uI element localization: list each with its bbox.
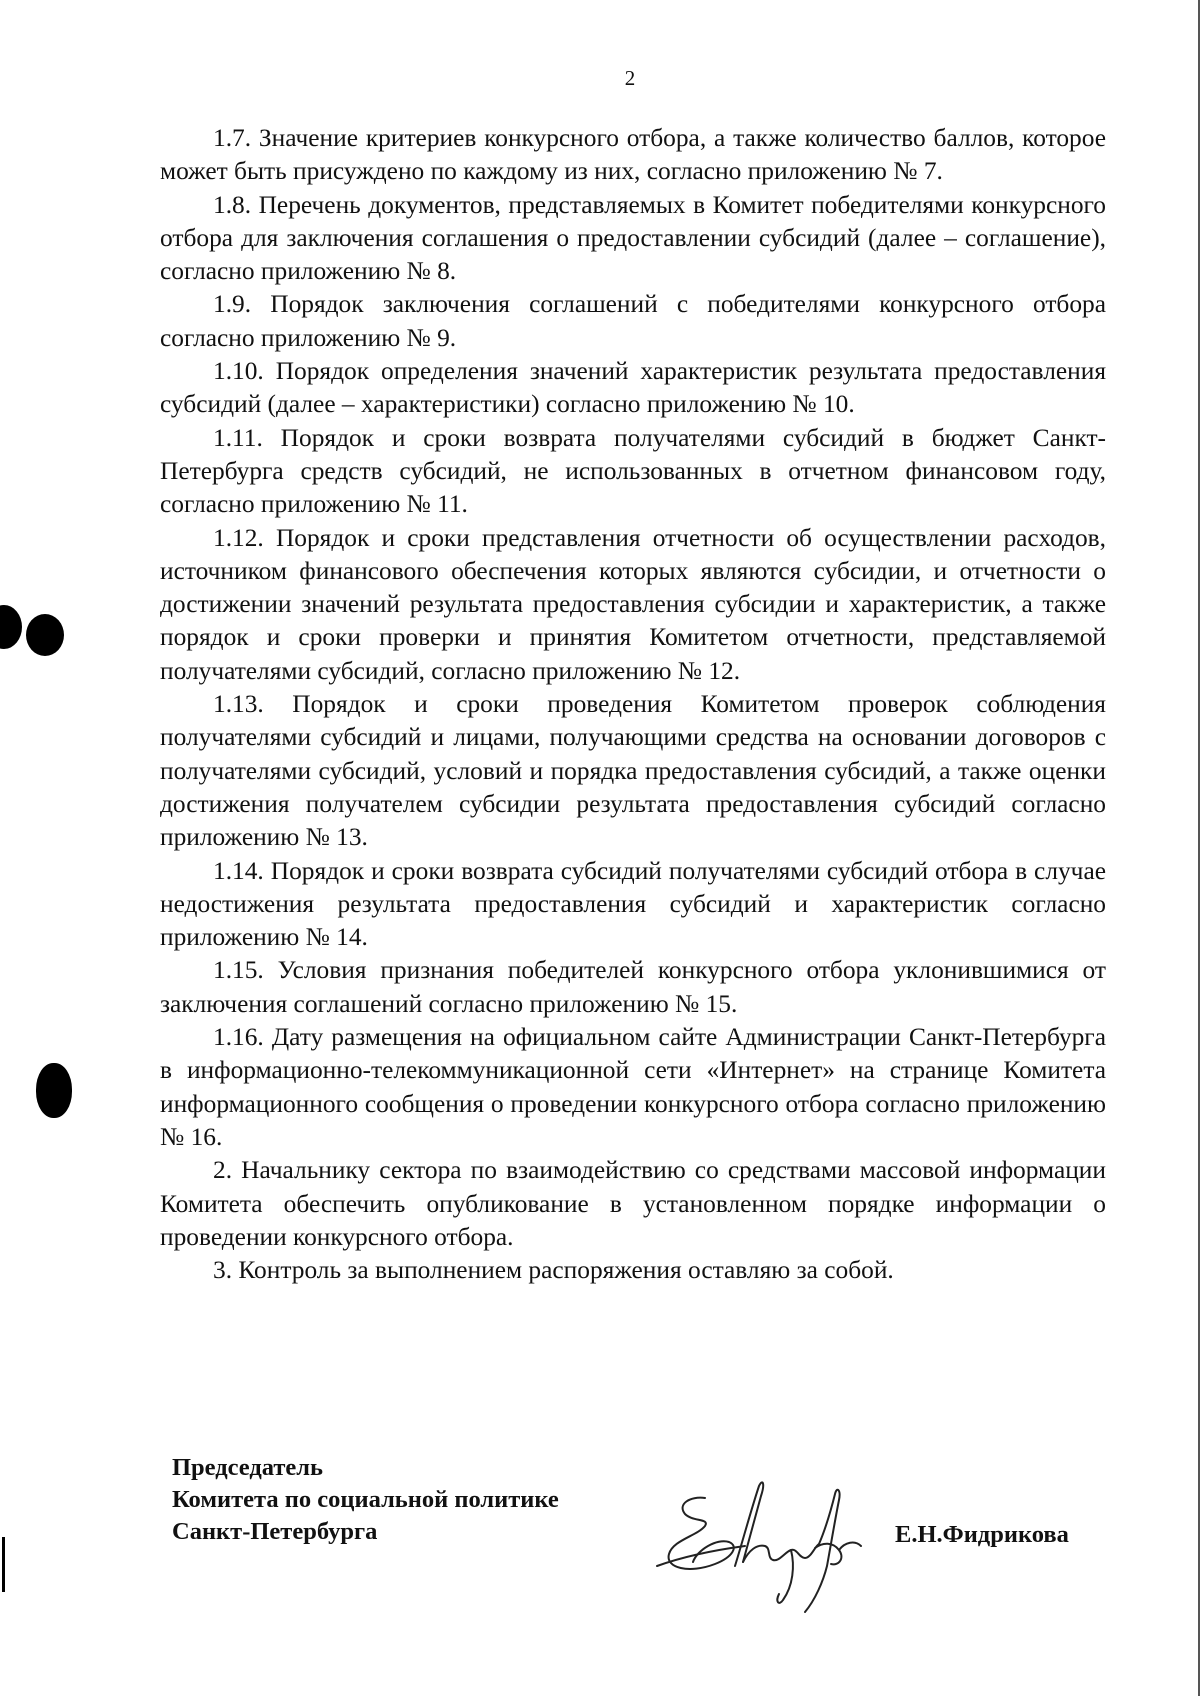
- paragraph-1-16: 1.16. Дату размещения на официальном сайте Администрации Санкт-Петербурга в информационно-телекоммуникационной сети «Интернет» на странице Комитета информационного сообщения о проведении конкурсного отбора согласно приложению № 16.: [160, 1023, 1106, 1151]
- signatory-title-line-3: Санкт-Петербурга: [172, 1518, 378, 1545]
- scan-hole-mark: [0, 605, 22, 649]
- scan-hole-mark: [26, 614, 64, 656]
- paragraph-1-13: 1.13. Порядок и сроки проведения Комитетом проверок соблюдения получателями субсидий и лицами, получающими средства на основании договоров с получателями субсидий, условий и порядка предоставления субсидий, а также оценки достижения получателем субсидии результата предоставления субсидий согласно приложению № 13.: [160, 690, 1106, 852]
- paragraph-1-14: 1.14. Порядок и сроки возврата субсидий получателями субсидий отбора в случае недостижения результата предоставления субсидий и характеристик согласно приложению № 14.: [160, 856, 1106, 952]
- paragraph-1-15: 1.15. Условия признания победителей конкурсного отбора уклонившимися от заключения соглашений согласно приложению № 15.: [160, 956, 1106, 1018]
- paragraph-1-10: 1.10. Порядок определения значений характеристик результата предоставления субсидий (далее – характеристики) согласно приложению № 10.: [160, 357, 1106, 419]
- paragraph-1-11: 1.11. Порядок и сроки возврата получателями субсидий в бюджет Санкт-Петербурга средств субсидий, не использованных в отчетном финансовом году, согласно приложению № 11.: [160, 423, 1106, 519]
- paragraph-1-9: 1.9. Порядок заключения соглашений с победителями конкурсного отбора согласно приложению № 9.: [160, 290, 1106, 352]
- paragraph-3: 3. Контроль за выполнением распоряжения оставляю за собой.: [213, 1256, 894, 1285]
- signer-name: Е.Н.Фидрикова: [895, 1521, 1069, 1548]
- document-body: [160, 122, 1106, 1287]
- scan-hole-mark: [36, 1063, 72, 1118]
- signatory-block: [172, 1452, 559, 1548]
- paragraph-1-8: 1.8. Перечень документов, представляемых в Комитет победителями конкурсного отбора для заключения соглашения о предоставлении субсидий (далее – соглашение), согласно приложению № 8.: [160, 190, 1106, 286]
- handwritten-signature: [655, 1470, 905, 1620]
- signatory-title-line-1: Председатель: [172, 1454, 323, 1481]
- scan-edge-mark: [2, 1537, 5, 1592]
- page-number: 2: [624, 66, 636, 90]
- paragraph-2: 2. Начальнику сектора по взаимодействию со средствами массовой информации Комитета обеспечить опубликование в установленном порядке информации о проведении конкурсного отбора.: [160, 1156, 1106, 1251]
- paragraph-1-7: 1.7. Значение критериев конкурсного отбора, а также количество баллов, которое может быть присуждено по каждому из них, согласно приложению № 7.: [160, 124, 1106, 186]
- paragraph-1-12: 1.12. Порядок и сроки представления отчетности об осуществлении расходов, источником финансового обеспечения которых являются субсидии, и отчетности о достижении значений результата предоставления субсидии и характеристик, а также порядок и сроки проверки и принятия Комитетом отчетности, представляемой получателями субсидий, согласно приложению № 12.: [160, 523, 1106, 685]
- signatory-title-line-2: Комитета по социальной политике: [172, 1486, 559, 1513]
